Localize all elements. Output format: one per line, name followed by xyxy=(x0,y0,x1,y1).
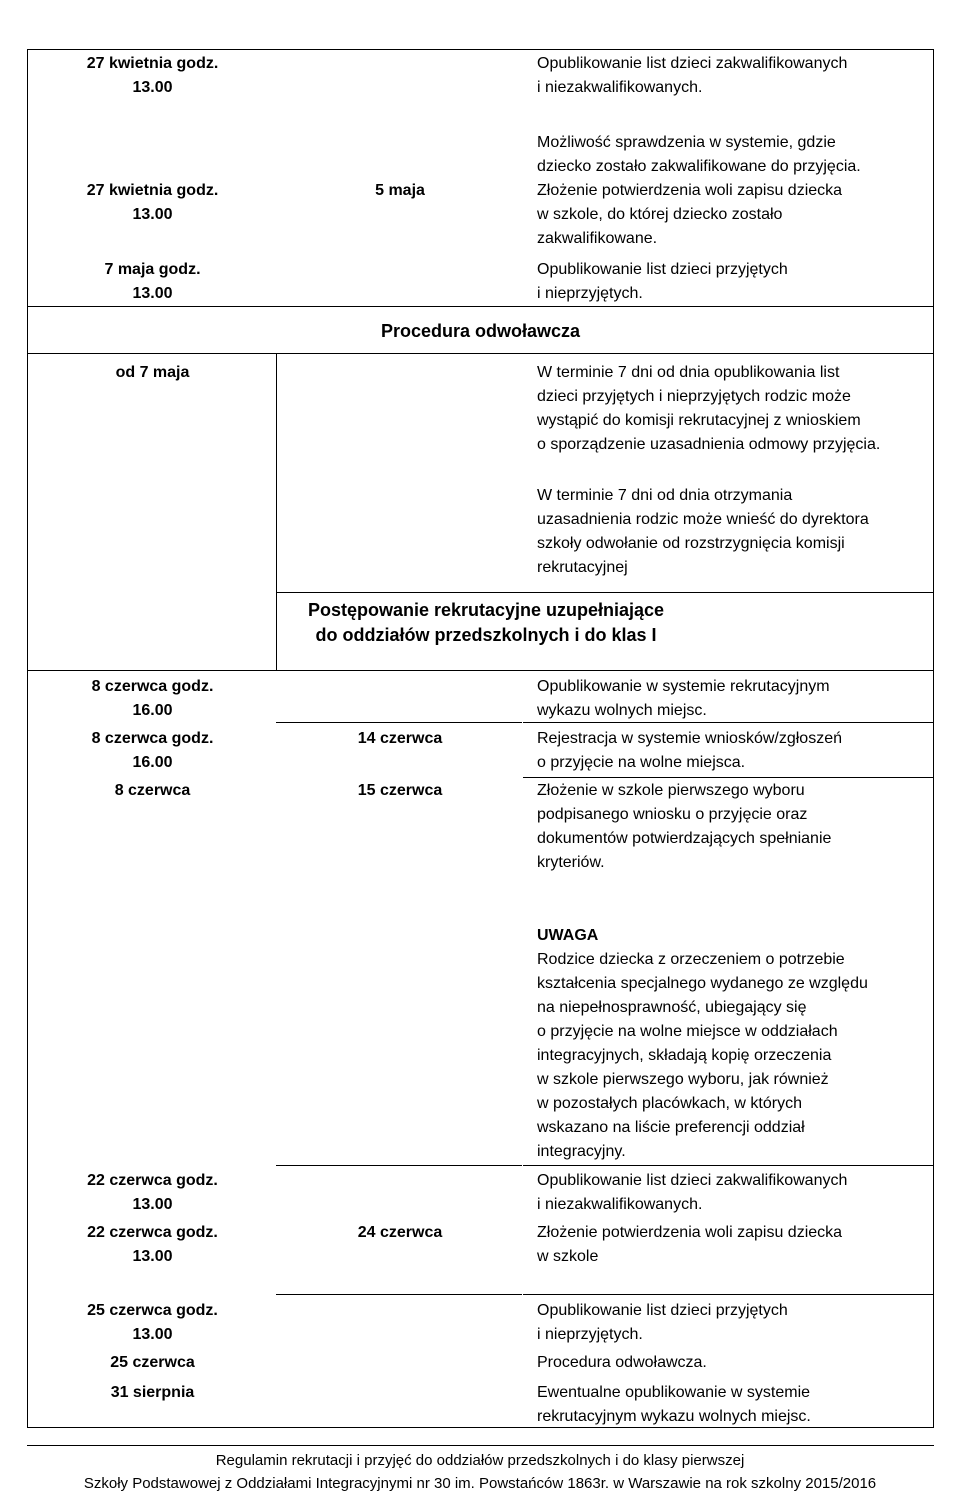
footer-line-1: Regulamin rekrutacji i przyjęć do oddziałów przedszkolnych i do klasy pierwszej xyxy=(215,1452,745,1469)
row-date-to: 24 czerwca xyxy=(357,1224,443,1241)
row-description: Opublikowanie w systemie rekrutacyjnym wykazu wolnych miejsc. xyxy=(537,678,830,719)
row-date-from: od 7 maja xyxy=(115,364,190,381)
row-description: Złożenie w szkole pierwszego wyboru podpisanego wniosku o przyjęcie oraz dokumentów potwierdzających spełnianie kryteriów. xyxy=(537,782,832,871)
row-date-to: 14 czerwca xyxy=(357,730,443,747)
row-divider xyxy=(523,777,933,778)
row-description: Złożenie potwierdzenia woli zapisu dziecka w szkole xyxy=(537,1224,843,1265)
row-divider xyxy=(276,1165,522,1166)
table-border-top xyxy=(27,49,934,50)
row-description: W terminie 7 dni od dnia opublikowania list dzieci przyjętych i nieprzyjętych rodzic może wystąpić do komisji rekrutacyjnej z wnioskiem o sporządzenie uzasadnienia odmowy przyjęcia. xyxy=(537,364,881,453)
row-date-from: 8 czerwca godz. 16.00 xyxy=(91,678,214,719)
row-divider xyxy=(523,1165,933,1166)
row-date-from: 27 kwietnia godz. 13.00 xyxy=(86,55,219,96)
note-text: Rodzice dziecka z orzeczeniem o potrzebie kształcenia specjalnego wydanego ze względu na niepełnosprawność, ubiegający się o przyjęcie na wolne miejsce w oddziałach integracyjnych, składają kopię orzeczenia w szkole pierwszego wyboru, jak również w pozostałych placówkach, w których wskazano na liście preferencji oddział integracyjny. xyxy=(537,951,868,1160)
section-title-appeal: Procedura odwoławcza xyxy=(380,321,581,341)
row-description: Opublikowanie list dzieci zakwalifikowanych i niezakwalifikowanych. xyxy=(537,55,848,96)
row-divider xyxy=(276,1294,522,1295)
row-date-from: 8 czerwca godz. 16.00 xyxy=(91,730,214,771)
row-description: Procedura odwoławcza. xyxy=(537,1354,707,1371)
row-date-from: 8 czerwca xyxy=(114,782,191,799)
section-border xyxy=(276,592,934,593)
footer-divider xyxy=(27,1445,934,1446)
row-description: Opublikowanie list dzieci przyjętych i nieprzyjętych. xyxy=(537,1302,788,1343)
row-description: Ewentualne opublikowanie w systemie rekrutacyjnym wykazu wolnych miejsc. xyxy=(537,1384,811,1425)
row-date-from: 7 maja godz. 13.00 xyxy=(104,261,201,302)
note-box xyxy=(537,900,929,1164)
footer-line-2: Szkoły Podstawowej z Oddziałami Integracyjnymi nr 30 im. Powstańców 1863r. w Warszawie na rok szkolny 2015/2016 xyxy=(83,1475,877,1492)
section-border xyxy=(27,353,934,354)
row-divider xyxy=(523,1294,933,1295)
row-date-from: 22 czerwca godz. 13.00 xyxy=(87,1224,218,1265)
row-date-from: 31 sierpnia xyxy=(110,1384,195,1401)
table-border-right xyxy=(933,49,934,1428)
row-date-to: 5 maja xyxy=(375,182,425,199)
section-border xyxy=(27,670,934,671)
row-date-from: 22 czerwca godz. 13.00 xyxy=(87,1172,218,1213)
note-title: UWAGA xyxy=(537,927,599,944)
row-description: Opublikowanie list dzieci zakwalifikowanych i niezakwalifikowanych. xyxy=(537,1172,848,1213)
table-border-left xyxy=(27,49,28,1428)
row-description: W terminie 7 dni od dnia otrzymania uzasadnienia rodzic może wnieść do dyrektora szkoły odwołanie od rozstrzygnięcia komisji rekrutacyjnej xyxy=(537,487,869,576)
section-title-supplementary: Postępowanie rekrutacyjne uzupełniające do oddziałów przedszkolnych i do klas I xyxy=(307,600,665,645)
row-description: Opublikowanie list dzieci przyjętych i nieprzyjętych. xyxy=(537,261,788,302)
row-divider xyxy=(276,722,522,723)
row-description: Możliwość sprawdzenia w systemie, gdzie dziecko zostało zakwalifikowane do przyjęcia. Złożenie potwierdzenia woli zapisu dziecka w szkole, do której dziecko zostało zakwalifikowane. xyxy=(537,134,861,247)
row-date-from: 25 czerwca godz. 13.00 xyxy=(87,1302,218,1343)
row-date-from: 27 kwietnia godz. 13.00 xyxy=(86,182,219,223)
row-description: Rejestracja w systemie wniosków/zgłoszeń o przyjęcie na wolne miejsca. xyxy=(537,730,842,771)
section-border xyxy=(27,306,934,307)
row-date-from: 25 czerwca xyxy=(110,1354,195,1371)
row-date-to: 15 czerwca xyxy=(357,782,443,799)
